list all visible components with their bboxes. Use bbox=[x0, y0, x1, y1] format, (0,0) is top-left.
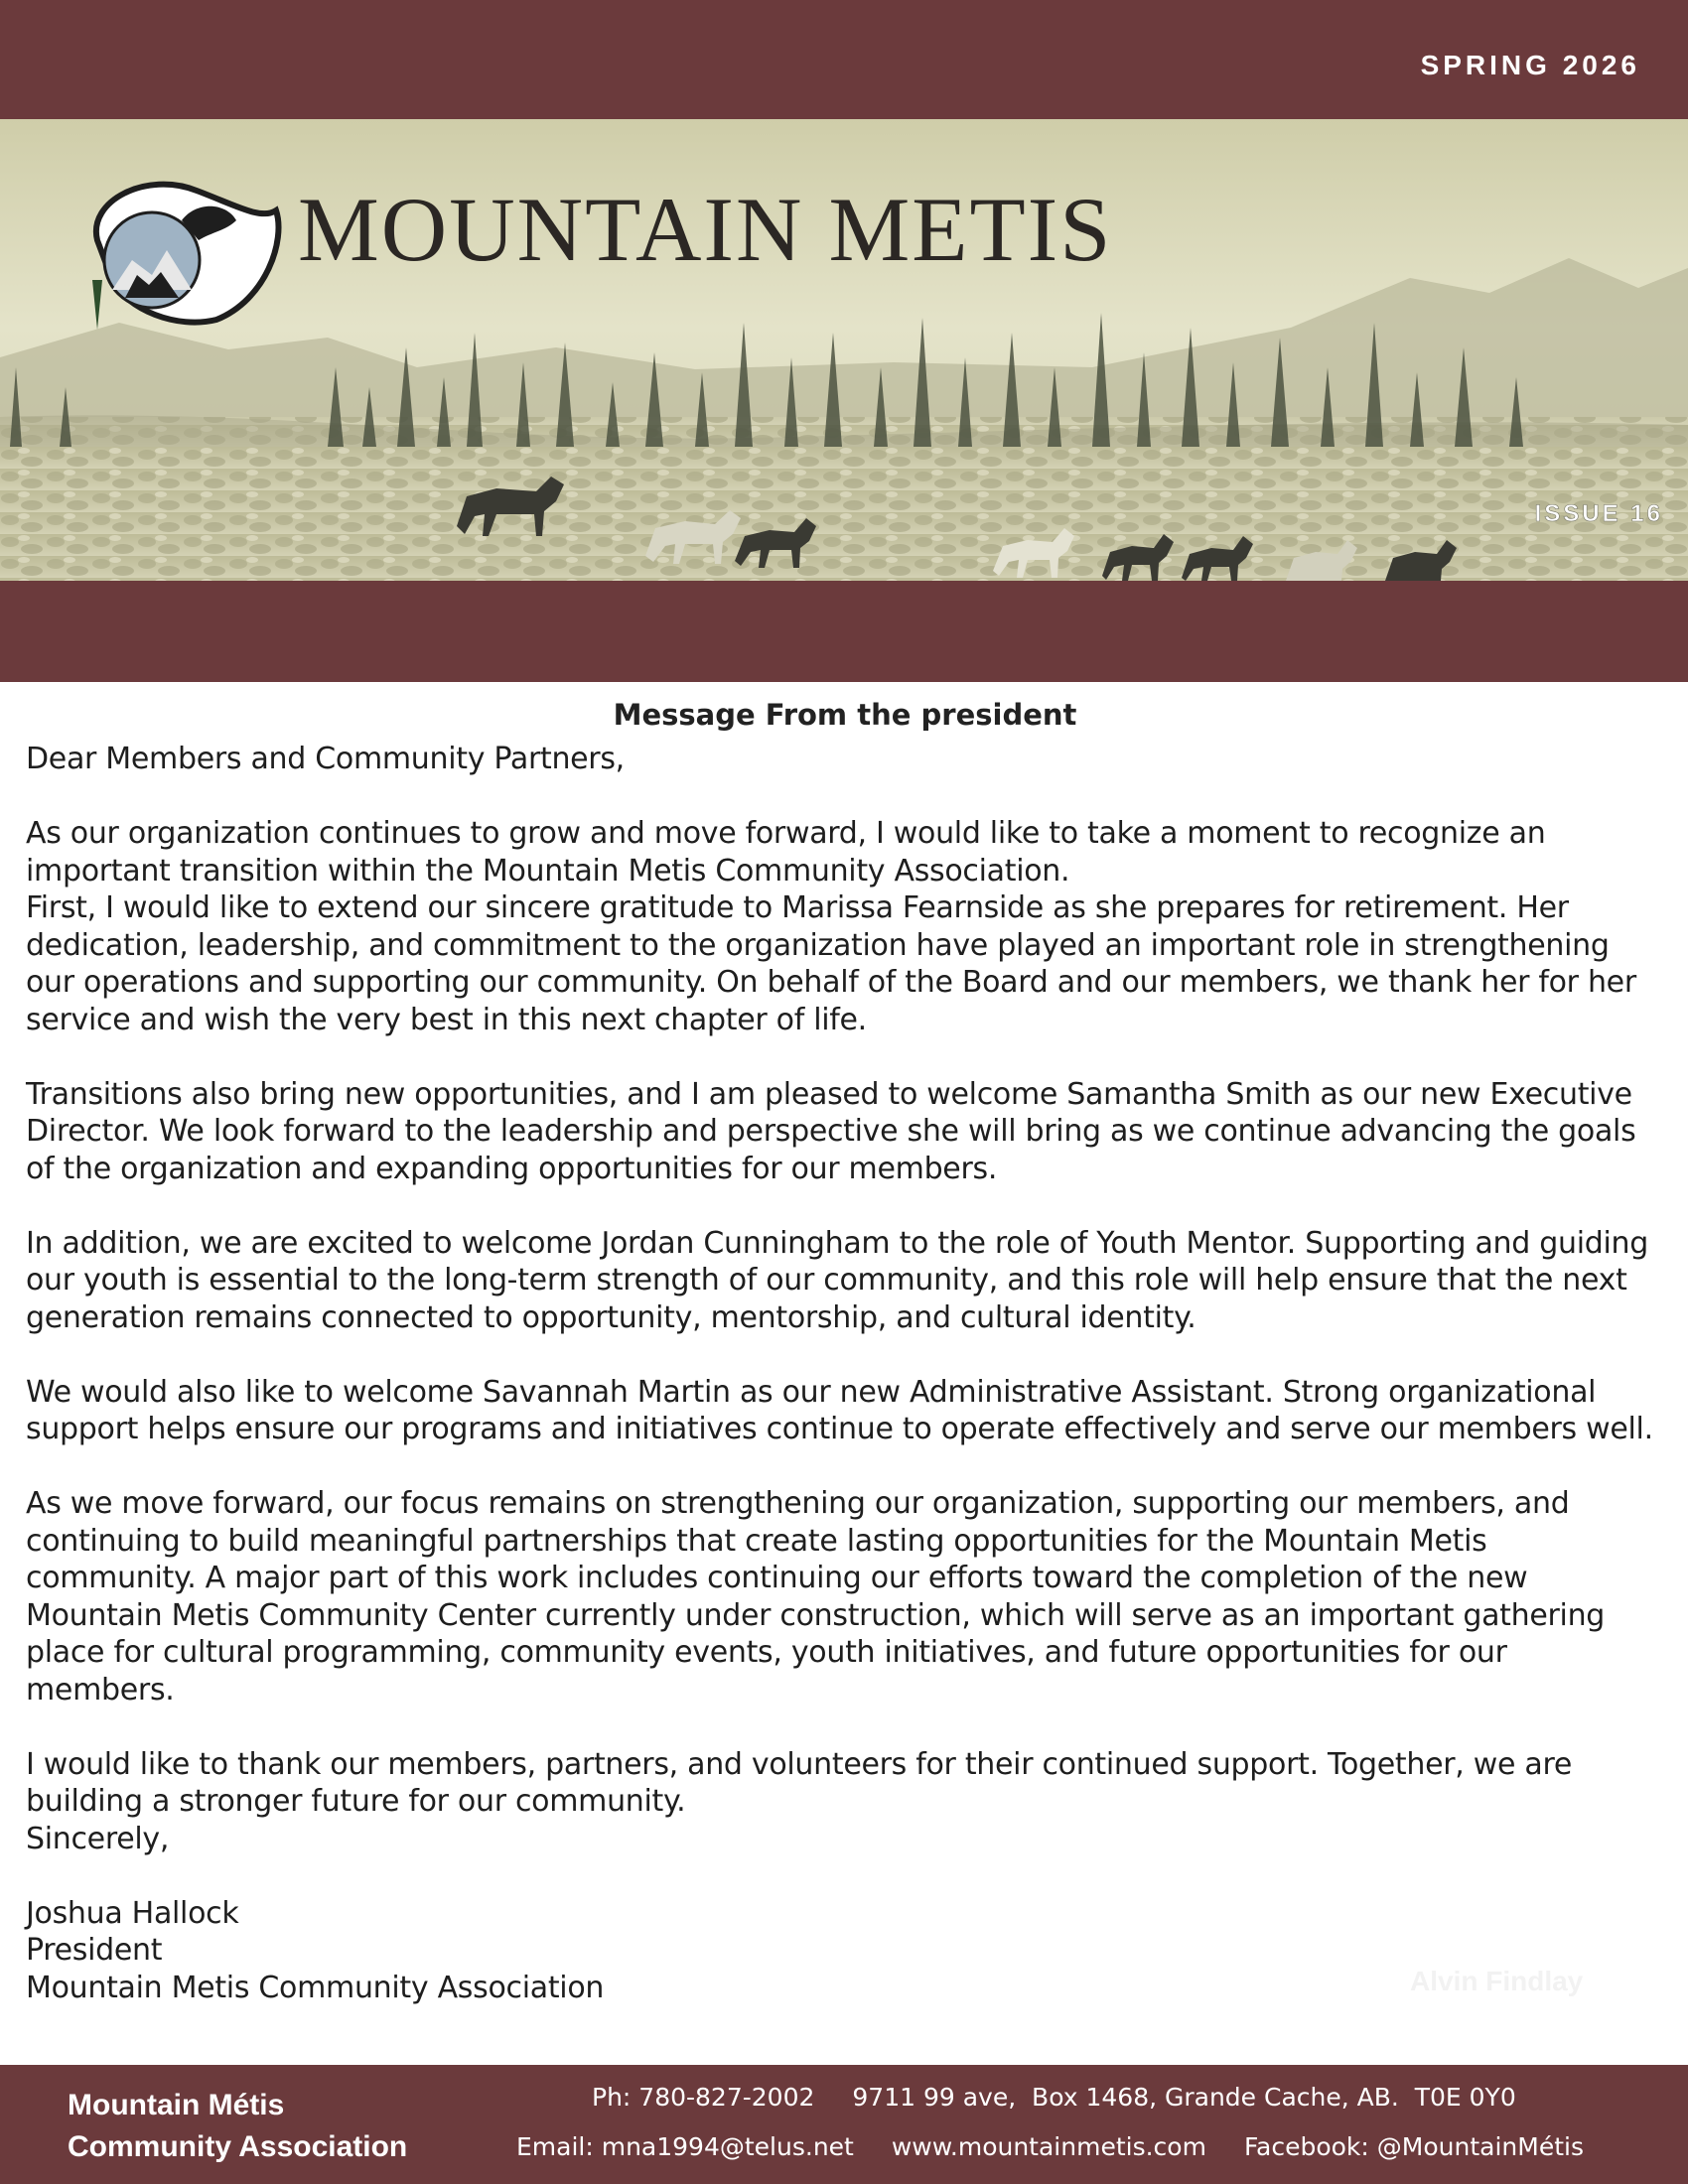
issue-season: SPRING 2026 bbox=[1420, 50, 1640, 80]
signer-name: Joshua Hallock bbox=[26, 1895, 239, 1931]
footer-contact-line2 bbox=[516, 2132, 1621, 2161]
watermark: Alvin Findlay bbox=[1410, 1966, 1584, 1996]
closing: Sincerely, bbox=[26, 1821, 170, 1856]
paragraph-thanks: I would like to thank our members, partners, and volunteers for their continued support. Together, we are building a stronger future for our community. bbox=[26, 1746, 1573, 1819]
paragraph-transition: As our organization continues to grow and move forward, I would like to take a moment to recognize an important transition within the Mountain Metis Community Association. bbox=[26, 816, 1546, 888]
issue-number: ISSUE 16 bbox=[1534, 500, 1663, 527]
paragraph-youth-mentor: In addition, we are excited to welcome Jordan Cunningham to the role of Youth Mentor. Supporting and guiding our youth is essential to the long-term strength of our community, and this role will help ensure that the next generation remains connected to opportunity, mentorship, and cultural identity. bbox=[26, 1225, 1648, 1335]
footer-website[interactable]: www.mountainmetis.com bbox=[891, 2132, 1206, 2161]
paragraph-admin-assistant: We would also like to welcome Savannah Martin as our new Administrative Assistant. Strong organizational support helps ensure our programs and initiatives continue to operate effectively and serve our members well. bbox=[26, 1374, 1653, 1446]
paragraph-executive-director: Transitions also bring new opportunities, and I am pleased to welcome Samantha Smith as our new Executive Director. We look forward to the leadership and perspective she will bring as we continue advancing the goals of the organization and expanding opportunities for our members. bbox=[26, 1076, 1636, 1186]
footer-email[interactable]: Email: mna1994@telus.net bbox=[516, 2132, 854, 2161]
footer-contact-line1 bbox=[592, 2083, 1554, 2112]
footer-phone: Ph: 780-827-2002 bbox=[592, 2083, 815, 2112]
signer-title: President bbox=[26, 1933, 163, 1968]
signer-organization: Mountain Metis Community Association bbox=[26, 1970, 605, 2005]
footer-org-line2: Community Association bbox=[68, 2130, 408, 2163]
president-message bbox=[26, 695, 1664, 2006]
salutation: Dear Members and Community Partners, bbox=[26, 742, 625, 776]
footer bbox=[0, 2065, 1688, 2184]
masthead-banner bbox=[0, 119, 1688, 581]
message-heading: Message From the president bbox=[613, 698, 1077, 732]
footer-org-line1: Mountain Métis bbox=[68, 2089, 285, 2121]
top-band bbox=[0, 0, 1688, 119]
masthead-photo bbox=[0, 119, 1688, 581]
divider-band bbox=[0, 581, 1688, 682]
masthead-title: MOUNTAIN METIS bbox=[298, 179, 1113, 280]
paragraph-gratitude: First, I would like to extend our sincere gratitude to Marissa Fearnside as she prepares for retirement. Her dedication, leadership, and commitment to the organization have played an important role in strengthening our operations and supporting our community. On behalf of the Board and our members, we thank her for her service and wish the very best in this next chapter of life. bbox=[26, 890, 1636, 1037]
footer-address: 9711 99 ave, Box 1468, Grande Cache, AB. T0E 0Y0 bbox=[852, 2083, 1516, 2112]
footer-organization bbox=[68, 2085, 407, 2168]
paragraph-community-center: As we move forward, our focus remains on strengthening our organization, supporting our members, and continuing to build meaningful partnerships that create lasting opportunities for the Mountain Metis community. A major part of this work includes continuing our efforts toward the completion of the new Mountain Metis Community Center currently under construction, which will serve as an important gathering place for cultural programming, community events, youth initiatives, and future opportunities for our members. bbox=[26, 1486, 1606, 1707]
footer-facebook[interactable]: Facebook: @MountainMétis bbox=[1243, 2132, 1584, 2161]
